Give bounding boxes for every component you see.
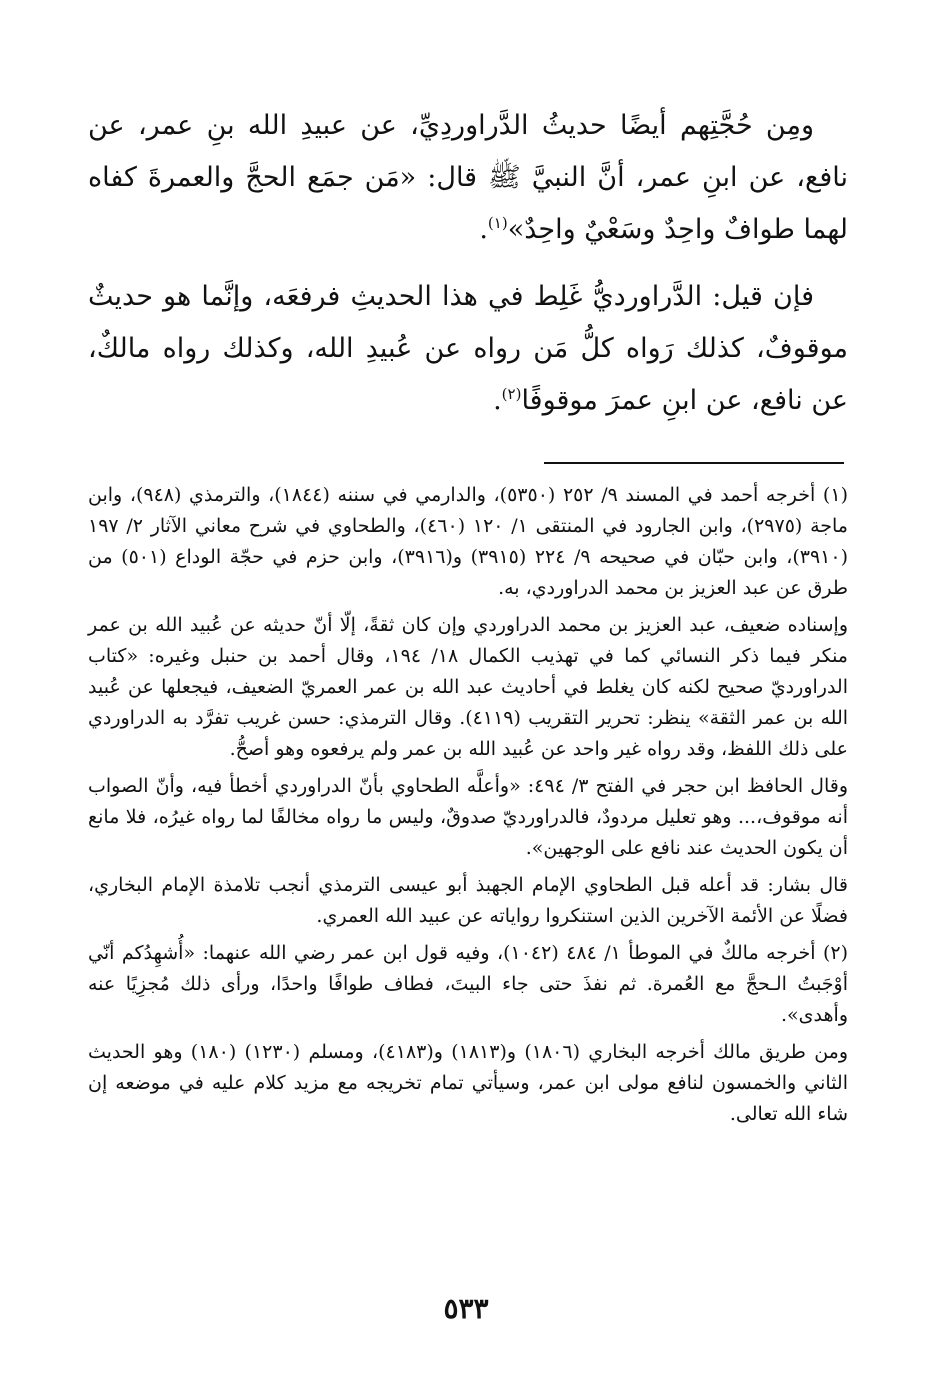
main-paragraph-2-end: . <box>493 385 502 416</box>
main-paragraph-2 <box>88 271 848 427</box>
footnote-ref-1: (١) <box>487 214 508 232</box>
footnote-1-paragraph-1: (١) أخرجه أحمد في المسند ٩/ ٢٥٢ (٥٣٥٠)، والدارمي في سننه (١٨٤٤)، والترمذي (٩٤٨)، وابن ماجة (٢٩٧٥)، وابن الجارود في المنتقى ١/ ١٢٠ (٤٦٠)، والطحاوي في شرح معاني الآثار ٢/ ١٩٧ (٣٩١٠)، وابن حبّان في صحيحه ٩/ ٢٢٤ (٣٩١٥) و(٣٩١٦)، وابن حزم في حجّة الوداع (٥٠١) من طرق عن عبد العزيز بن محمد الدراوردي، به. <box>88 484 849 599</box>
footnote-1-paragraph-3: وقال الحافظ ابن حجر في الفتح ٣/ ٤٩٤: «وأعلَّه الطحاوي بأنّ الدراوردي أخطأ فيه، وأنّ الصواب أنه موقوف،... وهو تعليل مردودٌ، فالدراورديّ صدوقٌ، وليس ما رواه مخالفًا لما رواه غيرُه، فلا مانع أن يكون الحديث عند نافع على الوجهين». <box>88 775 848 859</box>
main-text <box>88 100 848 442</box>
footnote-ref-2: (٢) <box>501 385 522 403</box>
main-paragraph-1-end: . <box>479 214 488 245</box>
footnote-2-paragraph-2: ومن طريق مالك أخرجه البخاري (١٨٠٦) و(١٨١٣) و(٤١٨٣)، ومسلم (١٢٣٠) (١٨٠) وهو الحديث الثاني والخمسون لنافع مولى ابن عمر، وسيأتي تمام تخريجه مع مزيد كلام عليه في موضعه إن شاء الله تعالى. <box>88 1041 849 1125</box>
footnote-2-paragraph-1: (٢) أخرجه مالكٌ في الموطأ ١/ ٤٨٤ (١٠٤٢)، وفيه قول ابن عمر رضي الله عنهما: «أُشهِدُكم أنّي أوْجَبتُ الـحجَّ مع العُمرة. ثم نفذَ حتى جاء البيتَ، فطاف طوافًا واحدًا، ورأى ذلك مُجزِيًا عنه وأهدى». <box>88 942 848 1026</box>
footnotes <box>88 480 848 1136</box>
footnote-1-paragraph-2: وإسناده ضعيف، عبد العزيز بن محمد الدراوردي وإن كان ثقةً، إلّا أنّ حديثه عن عُبيد الله بن عمر منكر فيما ذكر النسائي كما في تهذيب الكمال ١٨/ ١٩٤، وقال أحمد بن حنبل وغيره: «كتاب الدراورديّ صحيح لكنه كان يغلط في أحاديث عبد الله بن عمر العمريّ الضعيف، فيجعلها عن عُبيد الله بن عمر الثقة» ينظر: تحرير التقريب (٤١١٩). وقال الترمذي: حسن غريب تفرَّد به الدراوردي على ذلك اللفظ، وقد رواه غير واحد عن عُبيد الله بن عمر ولم يرفعوه وهو أصحُّ. <box>88 614 849 760</box>
main-paragraph-1 <box>88 100 848 256</box>
main-paragraph-1-text: ومِن حُجَّتِهم أيضًا حديثُ الدَّراوردِيِّ، عن عبيدِ الله بنِ عمر، عن نافع، عن ابنِ عمر، أنَّ النبيَّ ﷺ قال: «مَن جمَع الحجَّ والعمرةَ كفاه لهما طوافٌ واحِدٌ وسَعْيٌ واحِدٌ» <box>88 110 848 245</box>
footnote-1-paragraph-4: قال بشار: قد أعله قبل الطحاوي الإمام الجهبذ أبو عيسى الترمذي أنجب تلامذة الإمام البخاري، فضلًا عن الأئمة الآخرين الذين استنكروا رواياته عن عبيد الله العمري. <box>88 874 848 927</box>
page-number: ٥٣٣ <box>443 1292 489 1325</box>
footnote-separator <box>544 462 844 464</box>
main-paragraph-2-text: فإن قيل: الدَّراورديُّ غَلِط في هذا الحديثِ فرفعَه، وإنَّما هو حديثٌ موقوفٌ، كذلك رَواه كلُّ مَن رواه عن عُبيدِ الله، وكذلك رواه مالكٌ، عن نافع، عن ابنِ عمرَ موقوفًا <box>88 281 848 416</box>
